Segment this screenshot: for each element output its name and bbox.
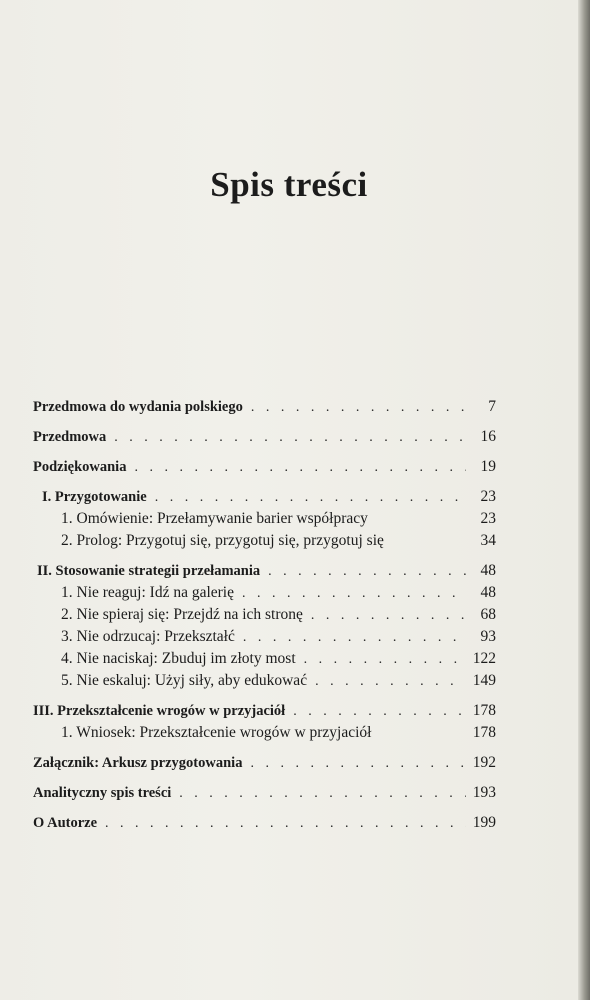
toc-chapter xyxy=(61,672,496,690)
toc-entry-page: 7 xyxy=(488,398,496,415)
dot-leader xyxy=(311,608,466,624)
dot-leader xyxy=(155,490,466,506)
toc-entry-label: Załącznik: Arkusz przygotowania xyxy=(33,755,243,771)
dot-leader xyxy=(242,586,466,602)
toc-entry-page: 193 xyxy=(472,784,496,801)
toc-entry-page: 199 xyxy=(472,814,496,831)
toc-section-2 xyxy=(37,562,496,580)
toc-entry-page: 93 xyxy=(480,628,496,645)
toc-entry-page: 149 xyxy=(472,672,496,689)
toc-entry-label: Przedmowa do wydania polskiego xyxy=(33,399,243,415)
toc-entry-label: 2. Prolog: Przygotuj się, przygotuj się, przygotuj się xyxy=(61,532,384,549)
toc-entry-page: 48 xyxy=(480,562,496,579)
toc-entry-page: 122 xyxy=(472,650,496,667)
toc-entry-label: III. Przekształcenie wrogów w przyjaciół xyxy=(33,703,286,719)
toc-chapter xyxy=(61,628,496,646)
toc-entry-page: 19 xyxy=(480,458,496,475)
toc-entry-label: 3. Nie odrzucaj: Przekształć xyxy=(61,628,235,645)
toc-chapter xyxy=(61,510,496,528)
page-title: Spis treści xyxy=(210,165,368,204)
page-edge-shadow xyxy=(578,0,590,1000)
dot-leader xyxy=(304,652,466,668)
toc-entry-label: 1. Nie reaguj: Idź na galerię xyxy=(61,584,234,601)
toc-entry-label: 1. Wniosek: Przekształcenie wrogów w przyjaciół xyxy=(61,724,372,741)
toc-entry-label: Analityczny spis treści xyxy=(33,785,172,801)
toc-entry-analytical-index xyxy=(33,784,496,802)
dot-leader xyxy=(179,786,466,802)
dot-leader xyxy=(243,630,466,646)
dot-leader xyxy=(134,460,466,476)
toc-chapter xyxy=(61,650,496,668)
toc-entry-about-author xyxy=(33,814,496,832)
toc-entry-preface xyxy=(33,428,496,446)
toc-section-3 xyxy=(33,702,496,720)
toc-entry-appendix xyxy=(33,754,496,772)
toc-entry-acknowledgements xyxy=(33,458,496,476)
toc-entry-page: 68 xyxy=(480,606,496,623)
toc-entry-label: 5. Nie eskaluj: Użyj siły, aby edukować xyxy=(61,672,308,689)
toc-section-1 xyxy=(42,488,496,506)
toc-entry-preface-polish xyxy=(33,398,496,416)
toc-entry-page: 34 xyxy=(480,532,496,549)
toc-entry-page: 16 xyxy=(480,428,496,445)
toc-entry-page: 178 xyxy=(472,702,496,719)
toc-entry-label: 1. Omówienie: Przełamywanie barier współpracy xyxy=(61,510,368,527)
toc-entry-page: 48 xyxy=(480,584,496,601)
dot-leader xyxy=(114,430,466,446)
toc-entry-label: II. Stosowanie strategii przełamania xyxy=(37,563,261,579)
toc-entry-label: Podziękowania xyxy=(33,459,127,475)
toc-entry-page: 23 xyxy=(480,488,496,505)
toc-entry-label: 4. Nie naciskaj: Zbuduj im złoty most xyxy=(61,650,296,667)
toc-chapter xyxy=(61,532,496,550)
toc-entry-label: O Autorze xyxy=(33,815,98,831)
dot-leader xyxy=(250,756,466,772)
toc-entry-page: 23 xyxy=(480,510,496,527)
dot-leader xyxy=(105,816,466,832)
toc-entry-page: 192 xyxy=(472,754,496,771)
toc-entry-label: Przedmowa xyxy=(33,429,107,445)
toc-chapter xyxy=(61,584,496,602)
toc-entry-label: 2. Nie spieraj się: Przejdź na ich stronę xyxy=(61,606,303,623)
toc-chapter xyxy=(61,724,496,742)
dot-leader xyxy=(251,400,466,416)
dot-leader xyxy=(268,564,466,580)
dot-leader xyxy=(293,704,466,720)
toc-chapter xyxy=(61,606,496,624)
toc-entry-label: I. Przygotowanie xyxy=(42,489,147,505)
dot-leader xyxy=(315,674,466,690)
toc-entry-page: 178 xyxy=(472,724,496,741)
